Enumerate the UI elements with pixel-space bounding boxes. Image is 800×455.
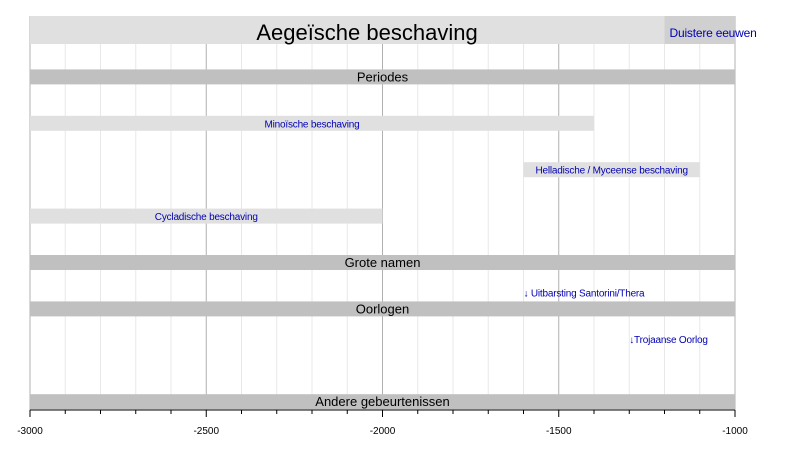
section-label: Andere gebeurtenissen xyxy=(315,394,450,410)
period-label: Helladische / Myceense beschaving xyxy=(535,165,688,177)
chart-title: Aegeïsche beschaving xyxy=(256,20,478,45)
event-label: ↓Trojaanse Oorlog xyxy=(629,335,708,347)
x-tick-label: -2500 xyxy=(193,426,220,437)
event-label: ↓ Uitbarsting Santorini/Thera xyxy=(523,288,645,300)
section-label: Grote namen xyxy=(344,255,421,270)
period-label: Cycladische beschaving xyxy=(154,212,258,224)
x-tick-label: -2000 xyxy=(369,426,396,437)
x-tick-label: -1500 xyxy=(545,426,572,437)
dark-ages-label: Duistere eeuwen xyxy=(669,26,757,40)
x-tick-label: -3000 xyxy=(17,426,43,437)
section-label: Periodes xyxy=(356,69,409,85)
section-label: Oorlogen xyxy=(355,301,410,317)
period-label: Minoïsche beschaving xyxy=(264,119,360,131)
x-tick-label: -1000 xyxy=(722,426,748,437)
